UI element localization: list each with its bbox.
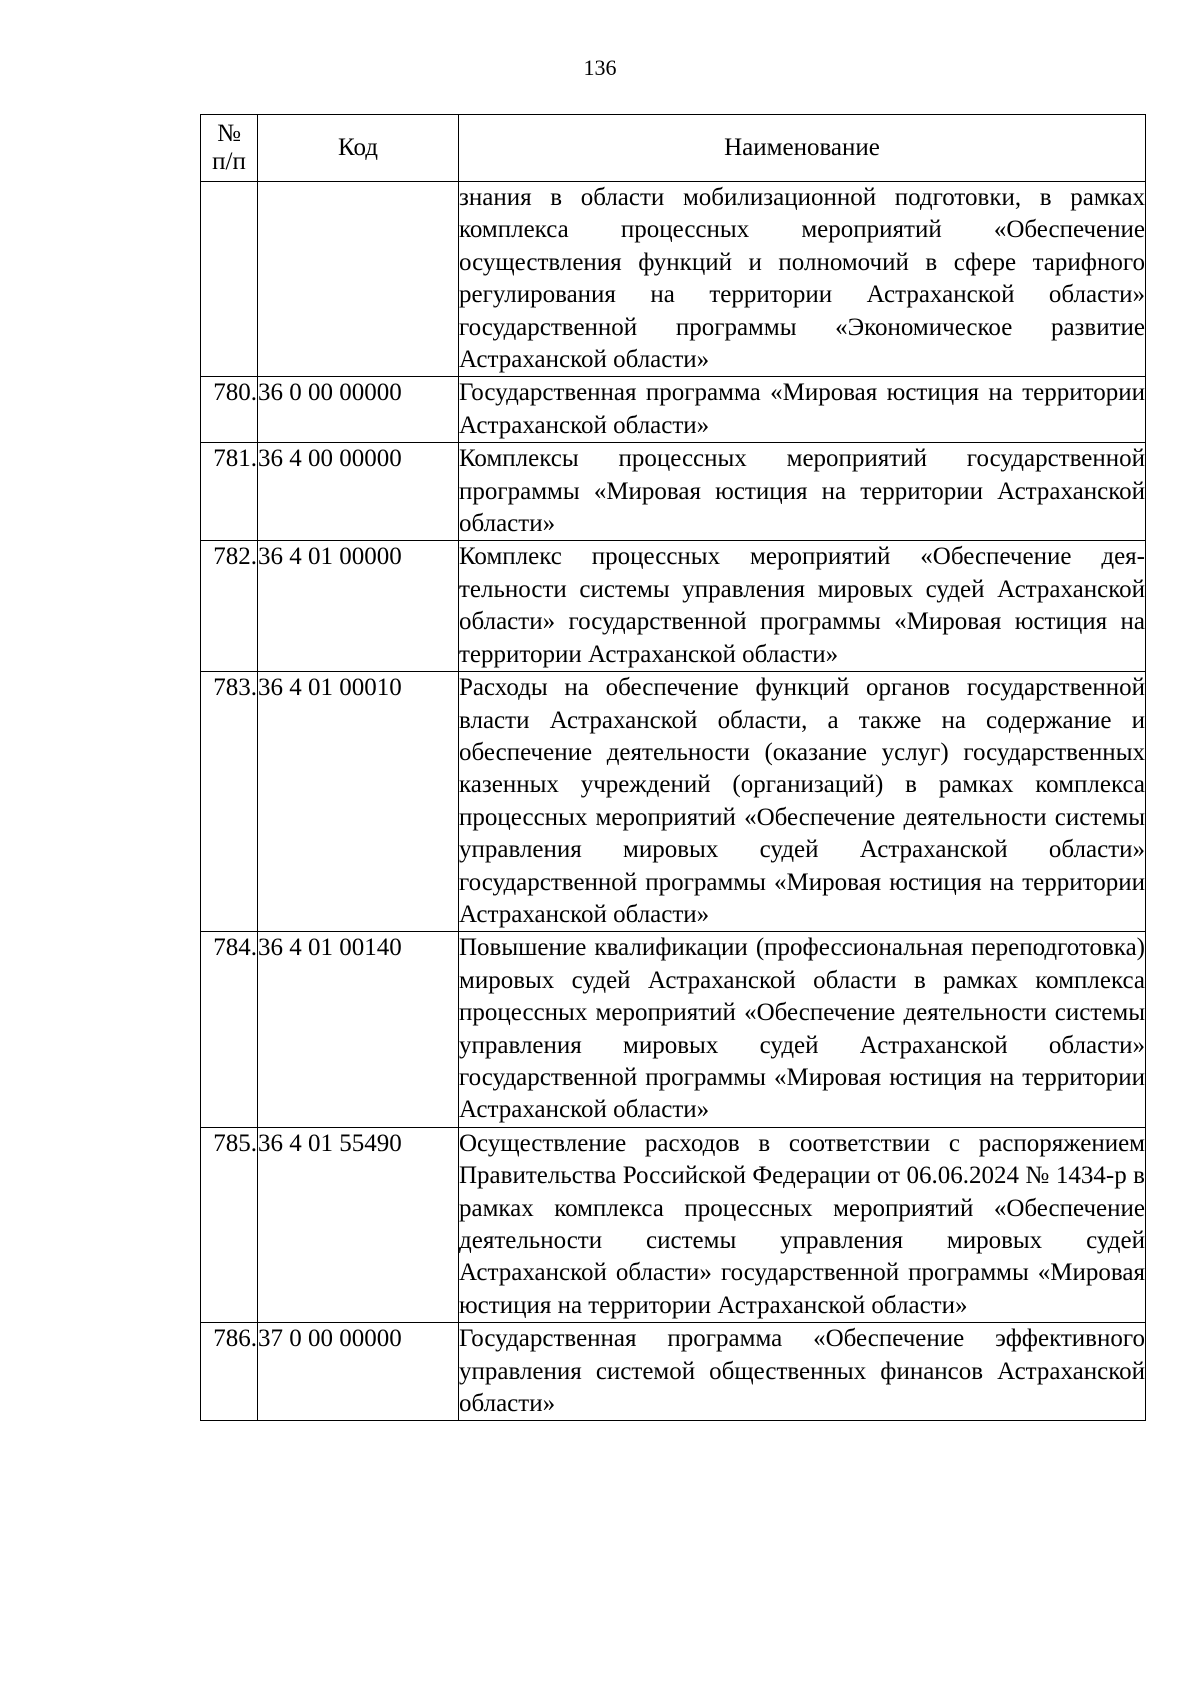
row-number: 786. <box>201 1323 258 1421</box>
header-code-label: Код <box>338 134 378 161</box>
row-name: Комплекс процессных мероприятий «Обеспечение деятельности системы управления мировых судей Астраханской области» государственной программы «Мировая юстиция на территории Астраханской области» <box>459 541 1146 672</box>
row-name: Осуществление расходов в соответствии с распоряжением Правительства Российской Федерации от 06.06.2024 № 1434-р в рамках комплекса процессных мероприятий «Обеспечение деятельности системы управления мировых судей Астраханской области» государственной программы «Мировая юстиция на территории Астраханской области» <box>459 1127 1146 1322</box>
row-code: 36 4 01 00140 <box>258 932 459 1127</box>
table-row <box>201 443 1146 541</box>
row-code: 36 0 00 00000 <box>258 377 459 443</box>
row-code: 36 4 01 55490 <box>258 1127 459 1322</box>
row-code: 36 4 00 00000 <box>258 443 459 541</box>
row-name: Государственная программа «Мировая юстиция на территории Астраханской области» <box>459 377 1146 443</box>
row-number: 780. <box>201 377 258 443</box>
header-name <box>459 115 1146 182</box>
table-row <box>201 377 1146 443</box>
header-num <box>201 115 258 182</box>
table-header <box>201 115 1146 182</box>
header-row <box>201 115 1146 182</box>
row-number: 781. <box>201 443 258 541</box>
table-row <box>201 1323 1146 1421</box>
row-number: 784. <box>201 932 258 1127</box>
registry-table <box>200 114 1146 1421</box>
table-row <box>201 541 1146 672</box>
table-row <box>201 1127 1146 1322</box>
row-name: Государственная программа «Обеспечение эффективного управления системой общественных финансов Астраханской области» <box>459 1323 1146 1421</box>
row-name: Комплексы процессных мероприятий государственной программы «Мировая юстиция на территории Астраханской области» <box>459 443 1146 541</box>
row-number <box>201 182 258 377</box>
row-code: 37 0 00 00000 <box>258 1323 459 1421</box>
table-row <box>201 182 1146 377</box>
table-row <box>201 672 1146 932</box>
row-code: 36 4 01 00010 <box>258 672 459 932</box>
row-code: 36 4 01 00000 <box>258 541 459 672</box>
row-number: 785. <box>201 1127 258 1322</box>
row-code <box>258 182 459 377</box>
row-number: 782. <box>201 541 258 672</box>
header-code <box>258 115 459 182</box>
header-name-label: Наименование <box>724 134 880 161</box>
page-number: 136 <box>583 55 617 80</box>
table-body <box>201 182 1146 1421</box>
header-num-label: № п/п <box>212 120 246 175</box>
row-number: 783. <box>201 672 258 932</box>
row-name: знания в области мобилизационной подготовки, в рамках комплекса процессных мероприятий «Обеспечение осуществления функций и полномочий в сфере тарифного регулирования на территории Астраханской области» государственной программы «Экономическое развитие Астраханской области» <box>459 182 1146 377</box>
row-name: Расходы на обеспечение функций органов государственной власти Астраханской области, а также на содержание и обеспечение деятельности (оказание услуг) государственных казенных учреждений (организаций) в рамках комплекса процессных мероприятий «Обеспечение деятельности системы управления мировых судей Астраханской области» государственной программы «Мировая юстиция на территории Астраханской области» <box>459 672 1146 932</box>
table-row <box>201 932 1146 1127</box>
row-name: Повышение квалификации (профессиональная переподготовка) мировых судей Астраханской области в рамках комплекса процессных мероприятий «Обеспечение деятельности системы управления мировых судей Астраханской области» государственной программы «Мировая юстиция на территории Астраханской области» <box>459 932 1146 1127</box>
